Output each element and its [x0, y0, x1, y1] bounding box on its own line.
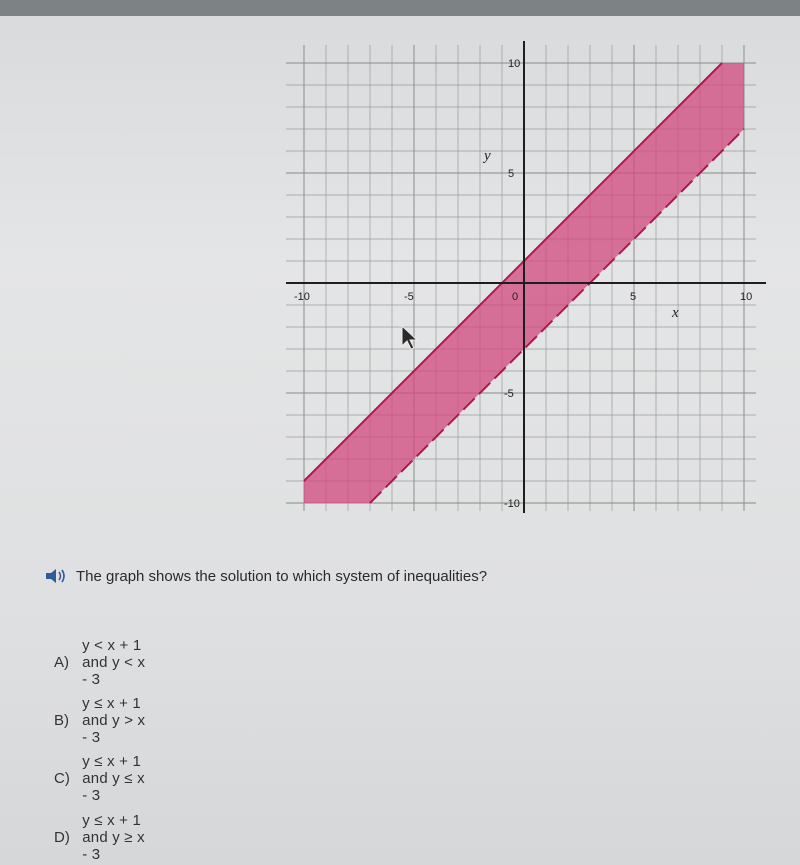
x-axis-label: x	[672, 305, 679, 321]
y-tick-label: -10	[504, 498, 520, 510]
x-tick-label: 5	[630, 291, 637, 303]
choice-letter: C)	[54, 770, 70, 787]
x-tick-label: -5	[404, 291, 414, 303]
speaker-icon[interactable]	[44, 567, 68, 585]
choice-letter: A)	[54, 654, 69, 671]
x-tick-label: 10	[740, 291, 753, 303]
y-axis-label: y	[484, 148, 491, 164]
window-top-bar	[0, 0, 800, 16]
y-tick-label: 5	[508, 168, 515, 180]
choice-c[interactable]	[54, 753, 146, 804]
choice-text: y ≤ x + 1 and y ≤ x - 3	[82, 753, 145, 804]
choice-text: y ≤ x + 1 and y > x - 3	[82, 695, 146, 746]
x-tick-label: 0	[512, 291, 519, 303]
choice-letter: B)	[54, 712, 69, 729]
x-tick-label: -10	[294, 291, 310, 303]
choice-text: y ≤ x + 1 and y ≥ x - 3	[82, 812, 145, 863]
inequality-graph	[282, 30, 772, 530]
y-tick-label: -5	[504, 388, 514, 400]
choice-text: y < x + 1 and y < x - 3	[82, 637, 146, 688]
choice-d[interactable]	[54, 812, 146, 863]
choice-a[interactable]	[54, 637, 146, 688]
mouse-cursor-icon	[402, 326, 417, 349]
boundary-line-solid	[304, 63, 722, 481]
choice-b[interactable]	[54, 695, 146, 746]
question	[44, 567, 487, 585]
boundary-line-dashed	[370, 129, 744, 503]
choice-letter: D)	[54, 829, 70, 846]
question-text: The graph shows the solution to which system of inequalities?	[76, 567, 488, 585]
y-tick-label: 10	[508, 58, 521, 70]
